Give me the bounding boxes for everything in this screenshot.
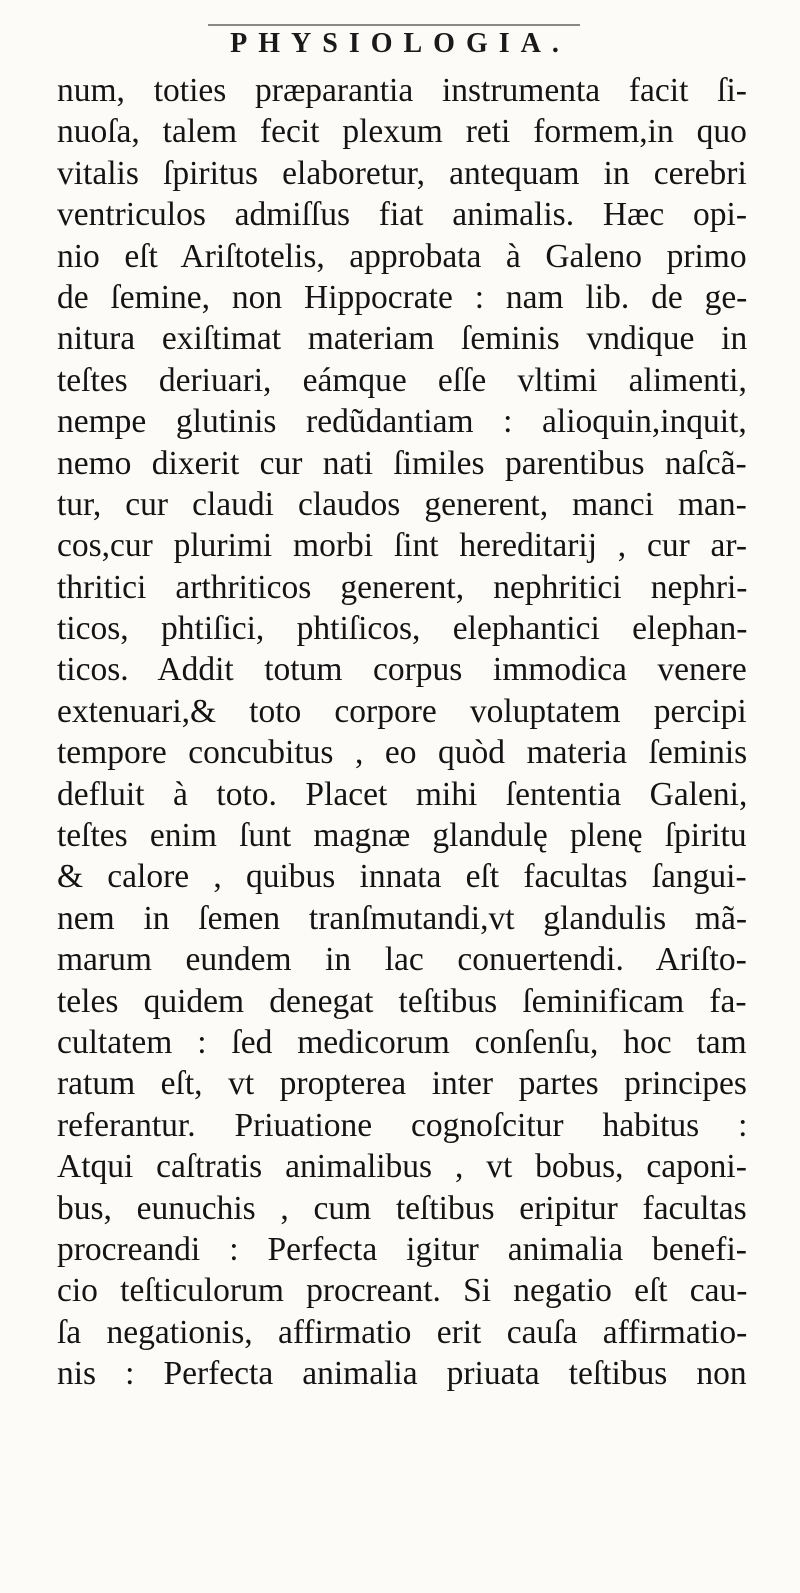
text-line: nio eſt Ariſtotelis, approbata à Galeno primo — [57, 237, 747, 275]
text-line: num, toties præparantia instrumenta facit ſi- — [57, 72, 747, 109]
body-text — [57, 70, 747, 1395]
text-line: nis : Perfecta animalia priuata teſtibus non — [57, 1355, 747, 1393]
text-line: vitalis ſpiritus elaboretur, antequam in cerebri — [57, 154, 747, 192]
text-line: teles quidem denegat teſtibus ſeminificam fa- — [57, 982, 747, 1020]
text-line: de ſemine, non Hippocrate : nam lib. de ge- — [57, 278, 748, 316]
text-line: ventriculos admiſſus fiat animalis. Hæc opi- — [57, 196, 748, 234]
text-line: cos,cur plurimi morbi ſint hereditarij , cur ar- — [57, 527, 748, 565]
text-line: thritici arthriticos generent, nephritici nephri- — [57, 568, 748, 606]
text-line: cultatem : ſed medicorum conſenſu, hoc tam — [57, 1023, 747, 1061]
text-line: extenuari,& toto corpore voluptatem percipi — [57, 692, 747, 730]
text-line: teſtes deriuari, eámque eſſe vltimi alimenti, — [57, 361, 747, 399]
text-line: ratum eſt, vt propterea inter partes principes — [57, 1065, 747, 1103]
text-line: nempe glutinis redũdantiam : alioquin,inquit, — [57, 403, 747, 441]
text-line: ticos. Addit totum corpus immodica venere — [57, 651, 747, 689]
text-line: procreandi : Perfecta igitur animalia benefi- — [57, 1230, 747, 1268]
text-line: cio teſticulorum procreant. Si negatio eſt cau- — [57, 1272, 748, 1310]
header-rule — [208, 24, 580, 26]
text-line: ticos, phtiſici, phtiſicos, elephantici elephan- — [57, 610, 748, 648]
text-line: tur, cur claudi claudos generent, manci man- — [57, 485, 747, 523]
running-header: PHYSIOLOGIA. — [230, 28, 570, 59]
text-line: nitura exiſtimat materiam ſeminis vndique in — [57, 320, 748, 358]
text-line: tempore concubitus , eo quòd materia ſeminis — [57, 734, 748, 772]
text-line: defluit à toto. Placet mihi ſententia Galeni, — [57, 775, 748, 813]
text-line: nemo dixerit cur nati ſimiles parentibus naſcã- — [57, 444, 747, 482]
text-line: referantur. Priuatione cognoſcitur habitus : — [57, 1106, 748, 1144]
text-line: marum eundem in lac conuertendi. Ariſto- — [57, 941, 747, 979]
text-line: nem in ſemen tranſmutandi,vt glandulis mã- — [57, 899, 747, 937]
text-line: Atqui caſtratis animalibus , vt bobus, caponi- — [57, 1148, 747, 1186]
text-line: & calore , quibus innata eſt facultas ſangui- — [57, 858, 747, 896]
text-line: ſa negationis, affirmatio erit cauſa affirmatio- — [57, 1313, 748, 1351]
text-line: bus, eunuchis , cum teſtibus eripitur facultas — [57, 1189, 747, 1227]
text-line: teſtes enim ſunt magnæ glandulę plenę ſpiritu — [57, 817, 747, 855]
text-line: nuoſa, talem fecit plexum reti formem,in quo — [57, 113, 747, 151]
